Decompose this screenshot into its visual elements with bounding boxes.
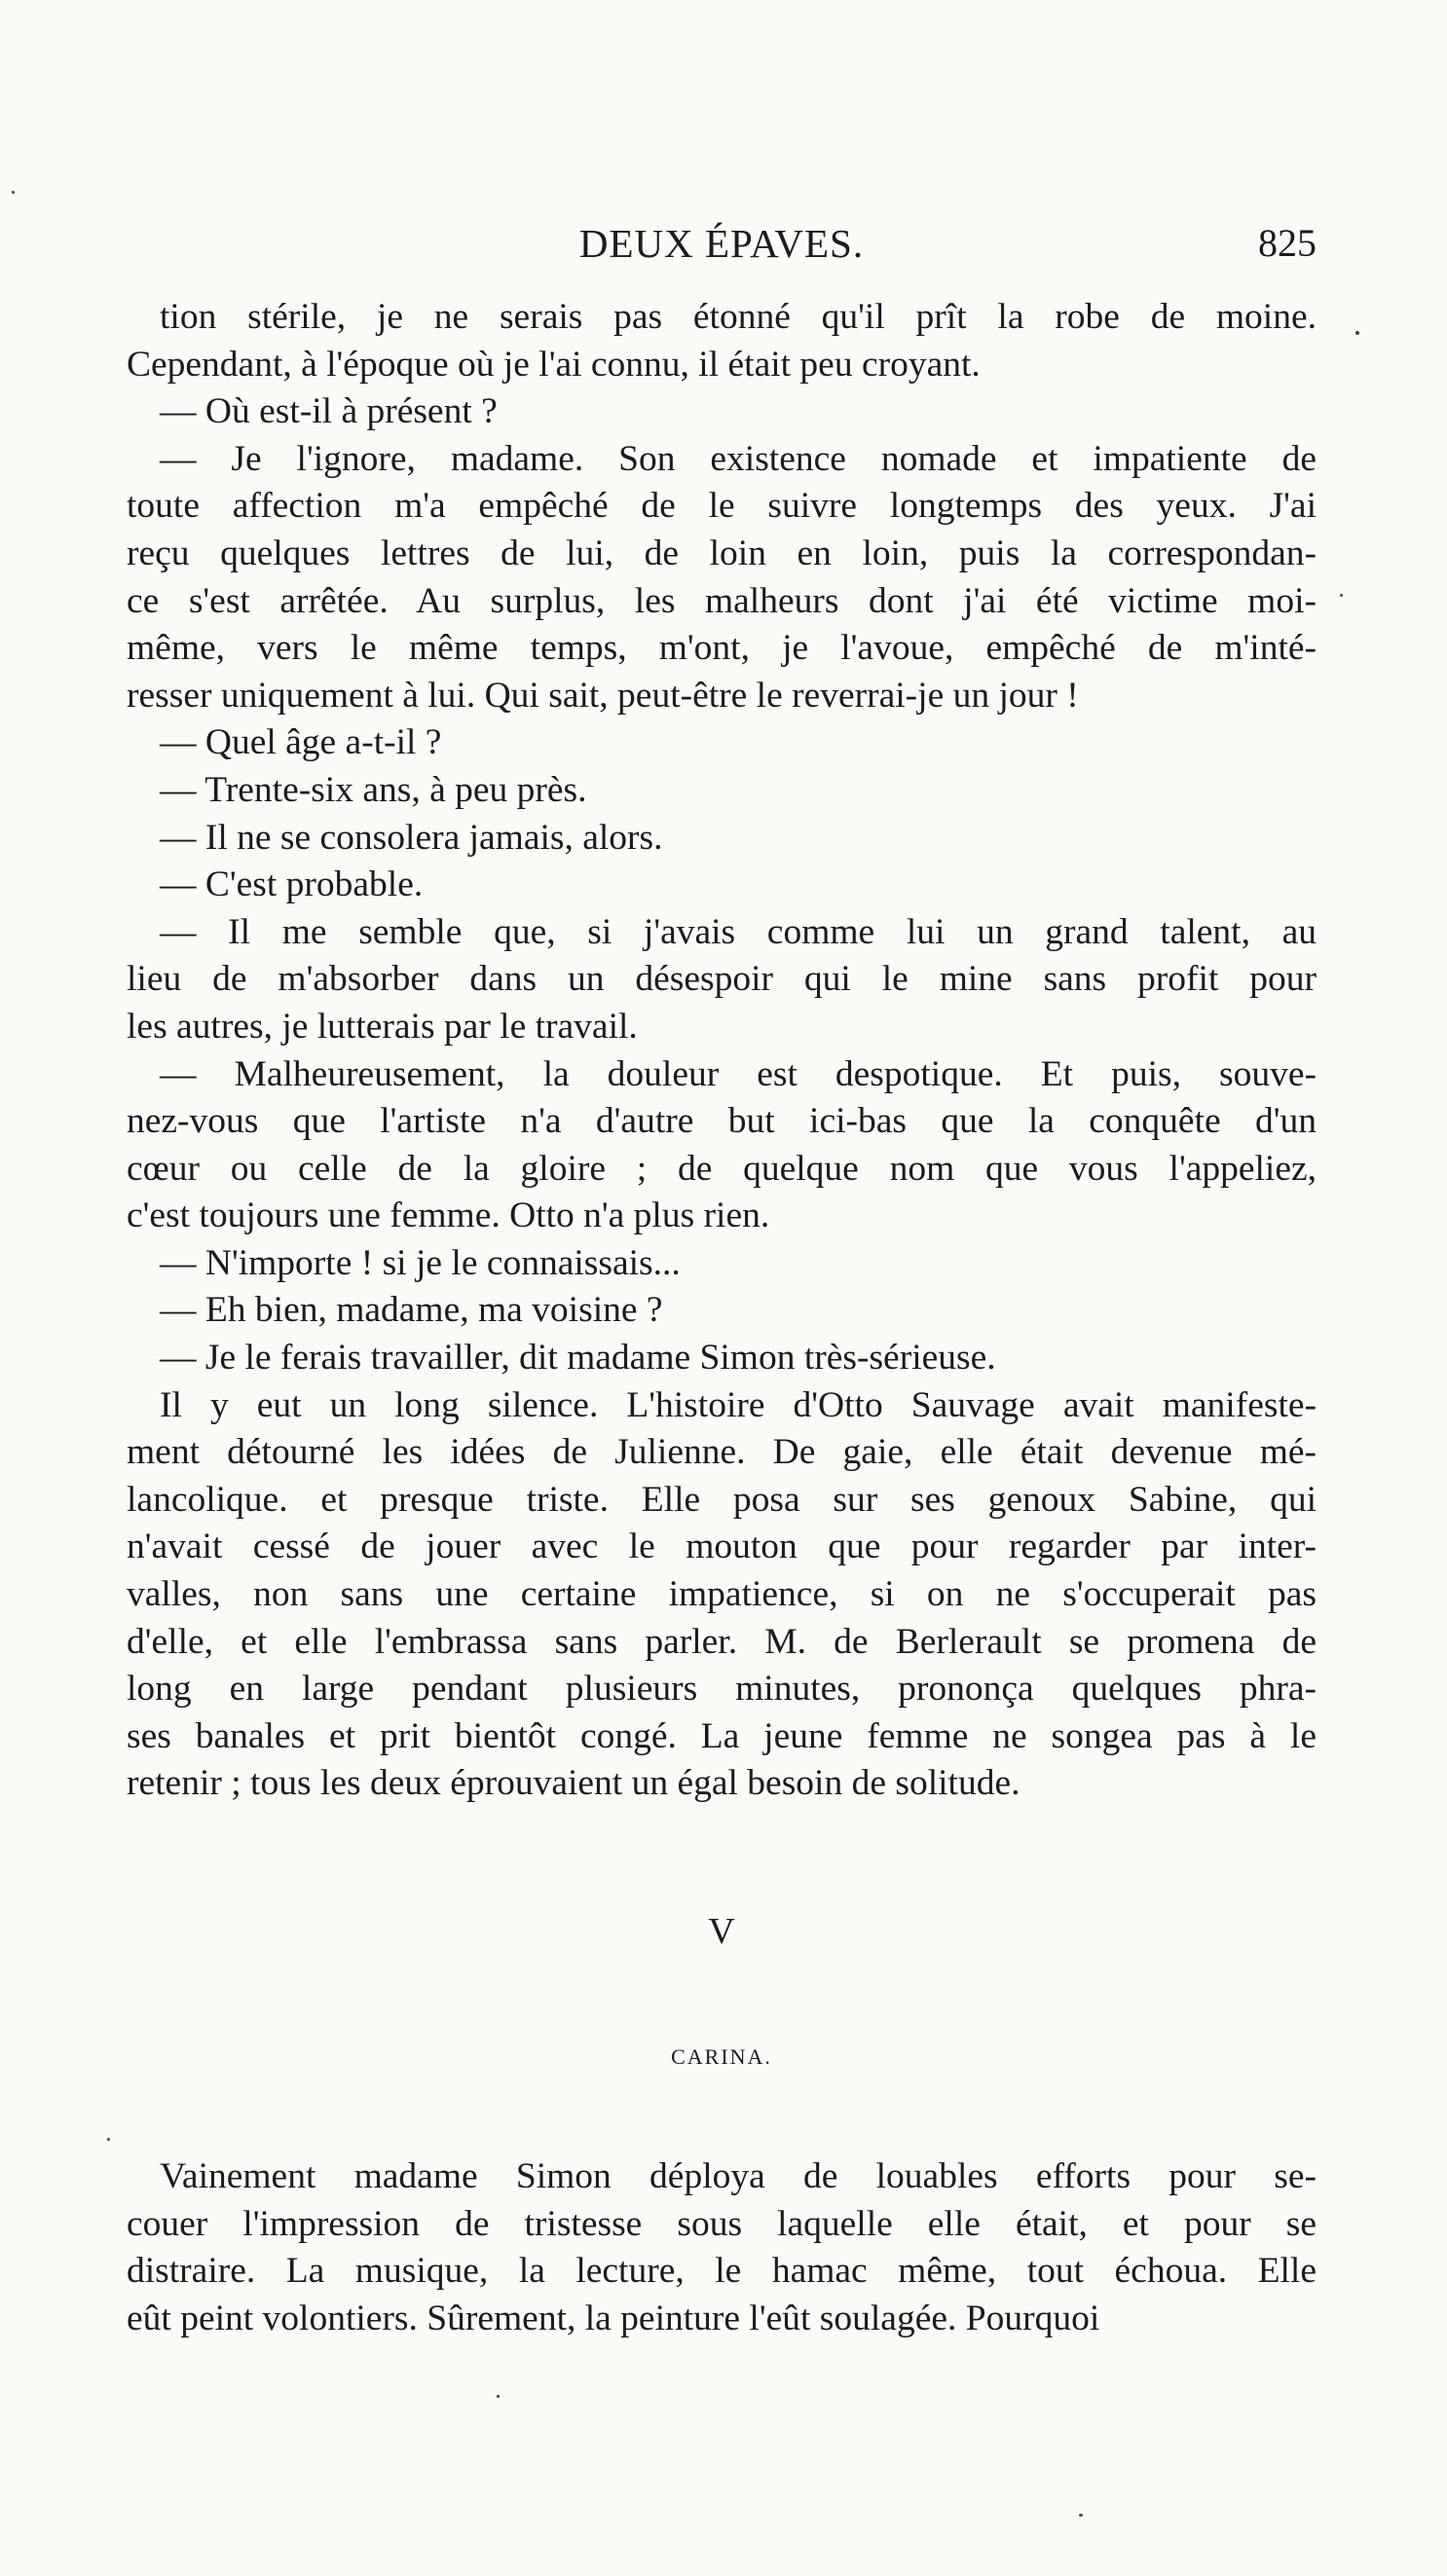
chapter-title: CARINA.	[671, 2044, 772, 2069]
text-line: — N'importe ! si je le connaissais...	[160, 1242, 681, 1283]
text-line: — Malheureusement, la douleur est despotique. Et puis, souve-	[160, 1053, 1317, 1094]
main-text	[127, 294, 1317, 1808]
text-line: ses banales et prit bientôt congé. La jeune femme ne songea pas à le	[127, 1715, 1317, 1756]
text-line: les autres, je lutterais par le travail.	[127, 1006, 638, 1047]
text-line: lieu de m'absorber dans un désespoir qui le mine sans profit pour	[127, 959, 1317, 1000]
text-line: nez-vous que l'artiste n'a d'autre but ici-bas que la conquête d'un	[127, 1101, 1317, 1142]
text-line: — Je l'ignore, madame. Son existence nomade et impatiente de	[160, 438, 1317, 479]
paragraph	[127, 436, 1317, 720]
running-header	[127, 220, 1317, 267]
paragraph	[127, 294, 1317, 388]
chapter-text	[127, 2153, 1317, 2342]
text-line: eût peint volontiers. Sûrement, la peinture l'eût soulagée. Pourquoi	[127, 2298, 1100, 2338]
text-line: même, vers le même temps, m'ont, je l'avoue, empêché de m'inté-	[127, 628, 1317, 669]
paragraph	[127, 1335, 1317, 1382]
text-line: distraire. La musique, la lecture, le hamac même, tout échoua. Elle	[127, 2251, 1317, 2292]
text-line: Il y eut un long silence. L'histoire d'Otto Sauvage avait manifeste-	[160, 1384, 1317, 1425]
paragraph	[127, 1382, 1317, 1808]
text-line: lancolique. et presque triste. Elle posa sur ses genoux Sabine, qui	[127, 1479, 1317, 1520]
paragraph	[127, 909, 1317, 1051]
paragraph	[127, 388, 1317, 436]
text-line: — C'est probable.	[160, 865, 424, 905]
text-line: — Trente-six ans, à peu près.	[160, 769, 587, 810]
paragraph	[127, 862, 1317, 909]
text-line: Cependant, à l'époque où je l'ai connu, il était peu croyant.	[127, 344, 981, 385]
text-line: toute affection m'a empêché de le suivre longtemps des yeux. J'ai	[127, 486, 1317, 527]
paragraph	[127, 2153, 1317, 2342]
paragraph	[127, 815, 1317, 863]
text-line: — Je le ferais travailler, dit madame Simon très-sérieuse.	[160, 1338, 996, 1379]
text-line: — Il ne se consolera jamais, alors.	[160, 817, 663, 858]
text-line: c'est toujours une femme. Otto n'a plus rien.	[127, 1196, 770, 1236]
running-title: DEUX ÉPAVES.	[578, 221, 865, 266]
text-line: reçu quelques lettres de lui, de loin en loin, puis la correspondan-	[127, 533, 1317, 573]
text-line: Vainement madame Simon déploya de louables efforts pour se-	[160, 2156, 1317, 2196]
paragraph	[127, 1051, 1317, 1240]
text-line: ce s'est arrêtée. Au surplus, les malheurs dont j'ai été victime moi-	[127, 580, 1317, 621]
text-line: resser uniquement à lui. Qui sait, peut-être le reverrai-je un jour !	[127, 675, 1079, 716]
paragraph	[127, 767, 1317, 815]
paragraph	[127, 1240, 1317, 1288]
text-line: valles, non sans une certaine impatience, si on ne s'occuperait pas	[127, 1574, 1317, 1615]
text-line: cœur ou celle de la gloire ; de quelque nom que vous l'appeliez,	[127, 1148, 1317, 1189]
chapter-number: V	[708, 1911, 735, 1952]
text-line: — Il me semble que, si j'avais comme lui un grand talent, au	[160, 911, 1317, 952]
text-line: d'elle, et elle l'embrassa sans parler. M. de Berlerault se promena de	[127, 1621, 1317, 1662]
text-line: retenir ; tous les deux éprouvaient un égal besoin de solitude.	[127, 1763, 1020, 1804]
paragraph	[127, 719, 1317, 767]
text-line: — Où est-il à présent ?	[160, 391, 498, 432]
text-line: n'avait cessé de jouer avec le mouton que pour regarder par inter-	[127, 1527, 1317, 1567]
text-line: ment détourné les idées de Julienne. De gaie, elle était devenue mé-	[127, 1432, 1317, 1473]
text-line: tion stérile, je ne serais pas étonné qu'il prît la robe de moine.	[160, 297, 1317, 337]
text-line: long en large pendant plusieurs minutes, prononça quelques phra-	[127, 1669, 1317, 1710]
text-line: couer l'impression de tristesse sous laquelle elle était, et pour se	[127, 2203, 1317, 2244]
text-line: — Eh bien, madame, ma voisine ?	[160, 1290, 663, 1331]
page-number: 825	[1258, 221, 1317, 265]
text-line: — Quel âge a-t-il ?	[160, 722, 442, 763]
paragraph	[127, 1287, 1317, 1335]
